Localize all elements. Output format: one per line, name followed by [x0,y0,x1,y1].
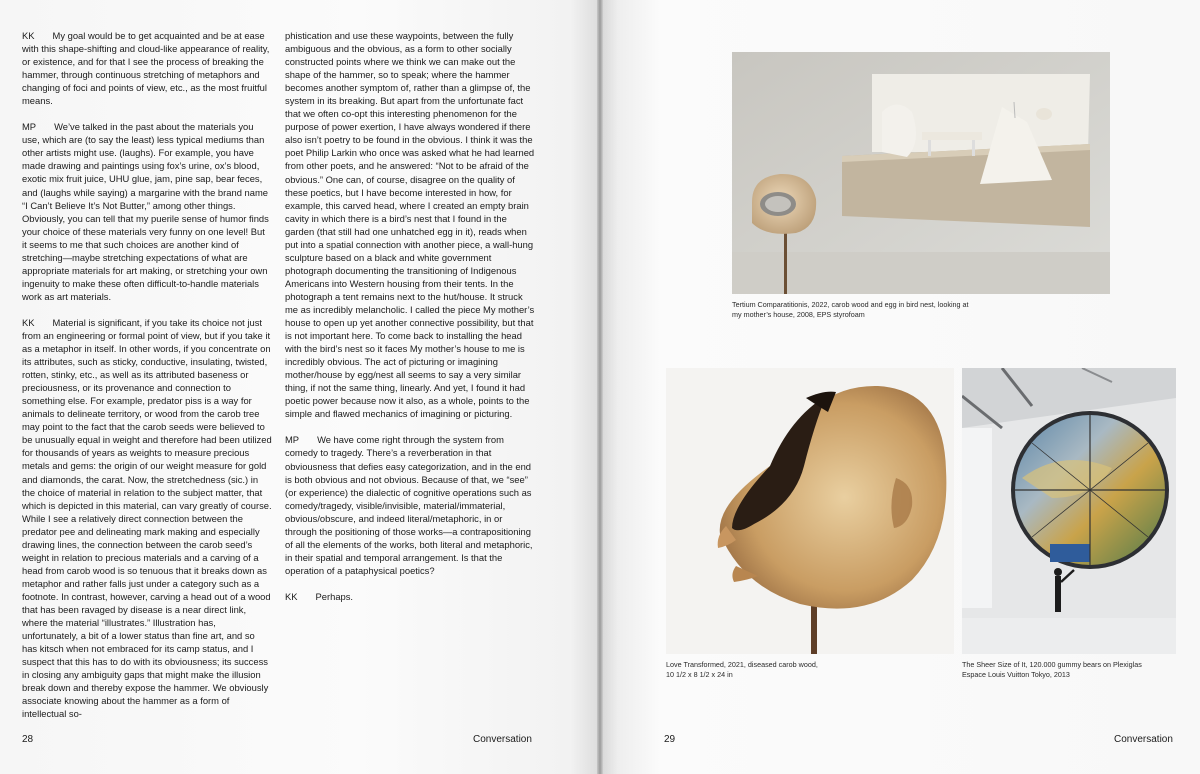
paragraph-text: We have come right through the system from comedy to tragedy. There’s a reverberation in that obviousness that defies easy categorization, and in the end is both obvious and not obvious. Because of that, we “see” (or experience) the dialectic of cognitive operations such as comedy/tragedy, visible/invisible, material/immaterial, obvious/obscure, and indeed literal/metaphoric, in or through the positioning of those works—a contrapositioning of all the elements of the works, both literal and metaphoric, in their spatial and temporal arrangement. Is that the operation of a pataphysical poetics? [285,434,533,576]
installation-photo [732,52,1110,294]
section-title: Conversation [473,734,532,745]
speaker-label: KK [22,30,35,41]
caption-line: Tertium Comparatitionis, 2022, carob wood and egg in bird nest, looking at [732,300,969,309]
paragraph [22,316,272,720]
speaker-label: MP [22,121,37,133]
paragraph-text: Perhaps. [315,590,354,602]
caption-line: Love Transformed, 2021, diseased carob wood, [666,660,818,669]
paragraph [285,590,535,603]
carved-head-photo [666,368,954,654]
paragraph [285,29,535,420]
paragraph [22,120,272,303]
caption-top [732,300,1112,319]
page-number: 29 [664,734,676,745]
gallery-window-photo [962,368,1176,654]
section-title: Conversation [1114,734,1173,745]
paragraph-text: We’ve talked in the past about the materials you use, which are (to say the least) less typical mediums than other artists might use. (laughs). For example, you have made drawing and paintings using fox’s urine, ox’s blood, exotic mix fruit juice, UHU glue, jam, pine sap, bear feces, and (laughs while saying) a margarine with the brand name “I Can’t Believe It’s Not Butter,” among other things. Obviously, you can tell that my puerile sense of humor finds your choice of these materials very funny on one level! But it seems to me that such choices are another kind of stretching—maybe stretching expectations of what are appropriate materials for art making, or stretching your own ingenuity to make these often difficult-to-handle materials work as art materials. [22,121,269,302]
caption-bottom-left [666,660,956,679]
left-text-column [22,29,272,720]
paragraph-text: My goal would be to get acquainted and be at ease with this shape-shifting and cloud-like appearance of reality, or existence, and for that I see the process of breaking the hammer, through continuous stretching of metaphors and changing of foci and points of view, etc., as the most fruitful means. [22,30,270,107]
right-page [600,0,1200,774]
speaker-label: KK [22,316,35,328]
right-text-column [285,29,535,603]
caption-line: Espace Louis Vuitton Tokyo, 2013 [962,669,1070,679]
paragraph [285,433,535,577]
spine-gutter [597,0,603,774]
caption-line: 10 1/2 x 8 1/2 x 24 in [666,669,733,679]
paragraph-text: phistication and use these waypoints, between the fully ambiguous and the obvious, as a form to other socially constructed points where we think we can make out the shape of the hammer, so to speak; where the hammer becomes another symptom of, rather than a glimpse of, the system in its breaking. But apart from the unfortunate fact that we often co-opt this interesting phenomenon for the purpose of power exertion, I have always wondered if there also isn’t poetry to be found in the obvious. I think it was the poet Philip Larkin who once was asked what he had learned from other poets, and he answered: “Not to be afraid of the obvious.” One can, of course, disagree on the quality of these poetics, but I have become interested in how, for example, this carved head, where I created an empty brain cavity in which there is a bird’s nest that I found in the garden (that still had one unhatched egg in it), reads when put into a spatial connection with another piece, a wall-hung sculpture based on a black and white government photograph documenting the transitioning of Indigenous Americans into Western housing from their tents. In the photograph a tent remains next to the hut/house. It struck me as incredibly melancholic. I called the piece My mother’s house to open up yet another connective possibility, but that is not important here. To come back to installing the head with the bird’s nest so it faces My mother’s house to me is incredibly obvious. The act of picturing or imagining mother/house by egg/nest all seems to say a very similar thing, if not the same thing, linearly. And yet, I found it had poetic power because now it also, as a whole, points to the simple and flawed mechanics of imagining or picturing. [285,30,535,420]
speaker-label: KK [285,590,298,602]
caption-line: The Sheer Size of It, 120.000 gummy bears on Plexiglas [962,660,1142,669]
paragraph-text: Material is significant, if you take its choice not just from an engineering or formal point of view, but if you take it as a metaphor in itself. In other words, if you concentrate on its attributes, such as sticky, conductive, insulating, twisted, rotten, stinky, etc., as well as its attributed baseness or preciousness, or its provenance and connection to something else. For example, predator piss is a way for animals to delineate territory, or wood from the carob tree may point to the fact that the carob seeds were believed to be unusually equal in weight and therefore had been utilized for thousands of years as weights to measure precious metals and gems: the origin of our weight measure for gold and diamonds, the carat. Now, the stretchedness (sic.) in the choice of material in relation to the subject matter, that which is depicted in this material, can vary greatly of course. While I see a relatively direct connection between the predator pee and delineating mark making and especially drawing lines, the connection between the carob seed’s weight in relation to precious materials and a carving of a head from carob wood is so tenuous that it breaks down as metaphor and rather falls just under a category such as a footnote. In contrast, however, carving a head out of a wood that has been ravaged by disease is a near direct link, where the material “illustrates.” Illustration has, unfortunately, a bit of a lower status than fine art, and so has kitsch when not embraced for its camp status, and I suspect that this has to do with its obviousness; its success in closing any ambiguity gaps that might make the illusion break down and thereby expose the hammer. We obviously associate knowing about the hammer as a form of intellectual so- [22,316,272,720]
caption-line: my mother’s house, 2008, EPS styrofoam [732,309,865,319]
page-number: 28 [22,734,34,745]
paragraph [22,29,272,107]
speaker-label: MP [285,434,300,446]
caption-bottom-right [962,660,1178,679]
